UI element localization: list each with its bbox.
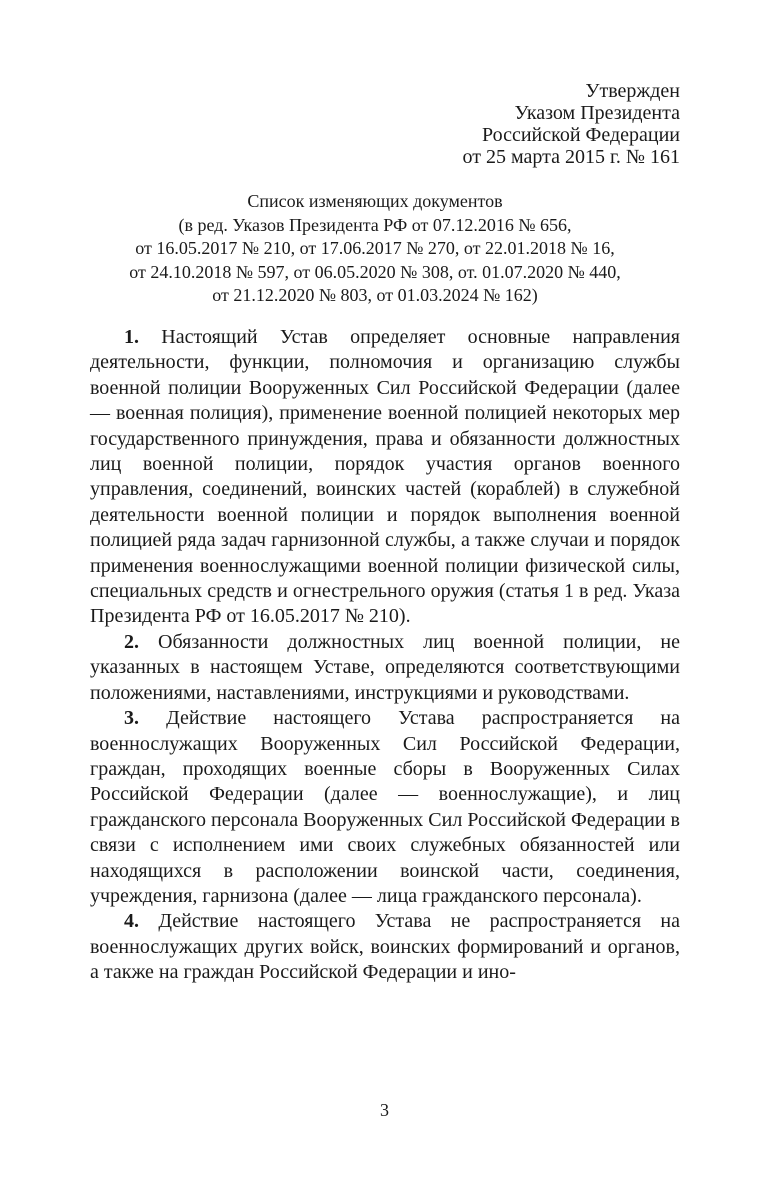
page-number: 3 xyxy=(380,1100,389,1120)
approval-line: Утвержден xyxy=(585,80,680,102)
paragraph-text: Действие настоящего Устава распространяется на военнослужащих Вооруженных Сил Российской Федерации, граждан, проходящих военные сборы в Вооруженных Силах Российской Федерации (далее — военнослужащие), и лиц гражданского персонала Вооруженных Сил Российской Федерации в связи с исполнением ими своих служебных обязанностей или находящихся в расположении воинской части, соединения, учреждения, гарнизона (далее — лица гражданского персонала). xyxy=(90,707,680,907)
paragraph-text: Обязанности должностных лиц военной полиции, не указанных в настоящем Уставе, определяются соответствующими положениями, наставлениями, инструкциями и руководствами. xyxy=(90,630,680,704)
amendments-list xyxy=(60,190,690,308)
paragraph-2 xyxy=(90,630,680,706)
paragraph-number: 4. xyxy=(124,910,139,933)
approval-line: от 25 марта 2015 г. № 161 xyxy=(462,146,680,168)
paragraph-3 xyxy=(90,706,680,909)
paragraph-text: Действие настоящего Устава не распространяется на военнослужащих других войск, воинских формирований и органов, а также на граждан Российской Федерации и ино- xyxy=(90,910,680,984)
paragraph-number: 2. xyxy=(124,630,139,653)
amendments-title: Список изменяющих документов xyxy=(247,191,503,211)
paragraph-number: 3. xyxy=(124,707,139,730)
amendments-line: (в ред. Указов Президента РФ от 07.12.2016 № 656, xyxy=(178,214,572,235)
approval-block xyxy=(463,80,681,168)
amendments-line: от 16.05.2017 № 210, от 17.06.2017 № 270, от 22.01.2018 № 16, xyxy=(135,238,615,258)
paragraph-1 xyxy=(90,325,680,630)
body-text xyxy=(90,325,680,986)
paragraph-number: 1. xyxy=(124,326,139,348)
paragraph-text: Настоящий Устав определяет основные направления деятельности, функции, полномочия и организацию службы военной полиции Вооруженных Сил Российской Федерации (далее — военная полиция), применение военной полицией некоторых мер государственного принуждения, права и обязанности должностных лиц военной полиции, порядок участия органов военного управления, соединений, воинских частей (кораблей) в служебной деятельности военной полиции и порядок выполнения военной полицией ряда задач гарнизонной службы, а также случаи и порядок применения военнослужащими военной полиции физической силы, специальных средств и огнестрельного оружия (статья 1 в ред. Указа Президента РФ от 16.05.2017 № 210). xyxy=(90,326,680,628)
amendments-line: от 21.12.2020 № 803, от 01.03.2024 № 162) xyxy=(212,285,538,305)
approval-line: Российской Федерации xyxy=(481,124,680,146)
approval-line: Указом Президента xyxy=(514,102,680,124)
amendments-line: от 24.10.2018 № 597, от 06.05.2020 № 308, от. 01.07.2020 № 440, xyxy=(129,261,621,282)
paragraph-4 xyxy=(90,909,680,985)
